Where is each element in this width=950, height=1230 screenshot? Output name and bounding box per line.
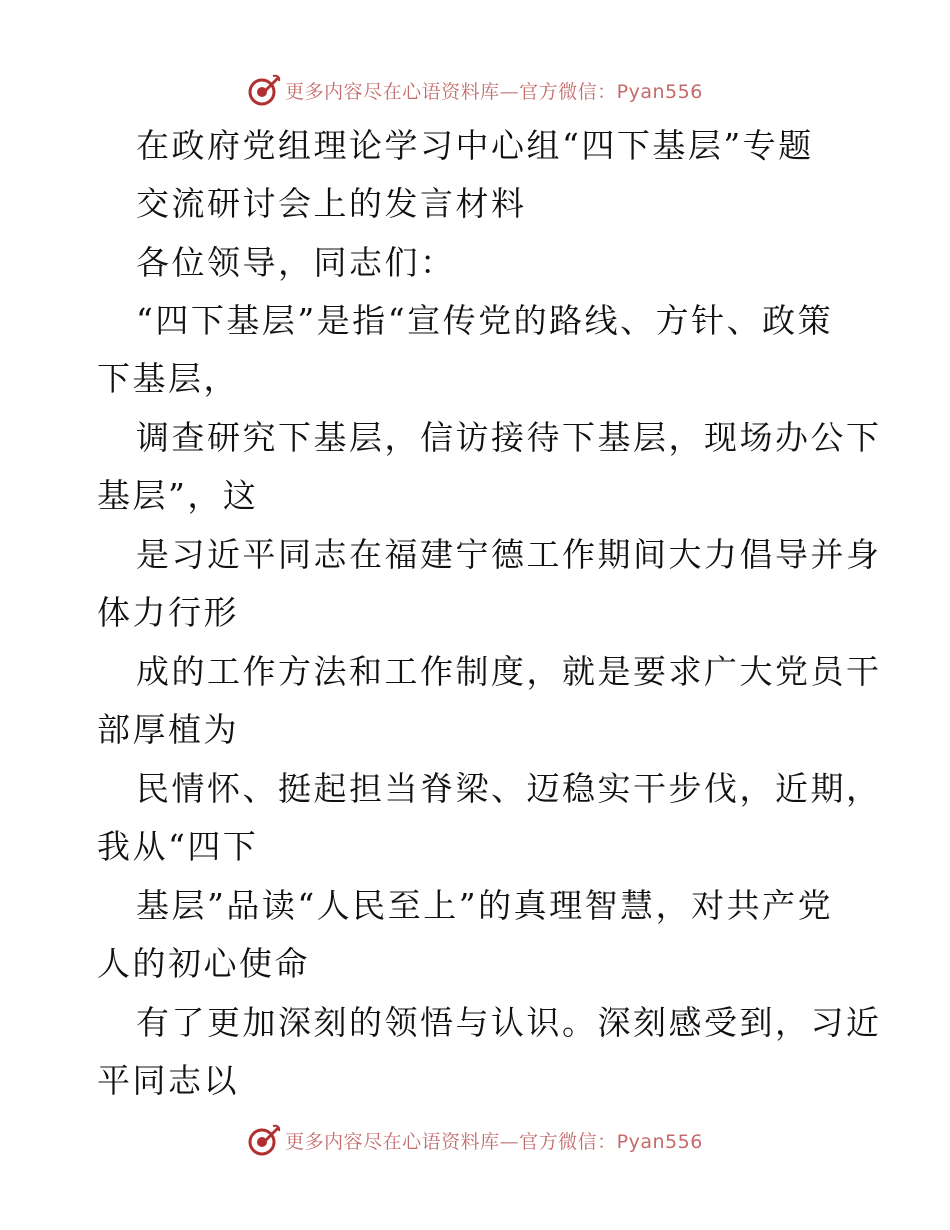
- watermark-banner-bottom: [0, 1120, 950, 1160]
- watermark-text-top: [285, 77, 703, 104]
- paragraph-line: 基层”，这: [97, 476, 259, 515]
- watermark-wechat: 官方微信：Pyan556: [519, 80, 703, 103]
- paragraph-line: “四下基层”是指“宣传党的路线、方针、政策: [136, 301, 834, 340]
- watermark-prefix: 更多内容尽在心语资料库: [285, 80, 500, 103]
- paragraph-line: 有了更加深刻的领悟与认识。深刻感受到，习近: [136, 1003, 882, 1042]
- paragraph-line: 基层”品读“人民至上”的真理智慧，对共产党: [136, 886, 834, 925]
- watermark-prefix: 更多内容尽在心语资料库: [285, 1130, 500, 1153]
- paragraph-line: 平同志以: [97, 1061, 239, 1100]
- paragraph-line: 部厚植为: [97, 710, 239, 749]
- watermark-dash: —: [499, 80, 520, 103]
- paragraph-line: 民情怀、挺起担当脊梁、迈稳实干步伐，近期，: [136, 769, 882, 808]
- paragraph-line: 下基层，: [97, 359, 239, 398]
- paragraph-line: 人的初心使命: [97, 944, 310, 983]
- watermark-wechat: 官方微信：Pyan556: [519, 1130, 703, 1153]
- watermark-dash: —: [499, 1130, 520, 1153]
- quill-logo-icon: [247, 73, 281, 107]
- paragraph-line: 成的工作方法和工作制度，就是要求广大党员干: [136, 652, 882, 691]
- quill-logo-icon: [247, 1123, 281, 1157]
- paragraph-line: 是习近平同志在福建宁德工作期间大力倡导并身: [136, 535, 882, 574]
- salutation-line: 各位领导，同志们：: [136, 243, 456, 282]
- title-line-1: 在政府党组理论学习中心组“四下基层”专题: [136, 126, 814, 165]
- paragraph-line: 体力行形: [97, 593, 239, 632]
- watermark-text-bottom: [285, 1127, 703, 1154]
- paragraph-line: 我从“四下: [97, 827, 259, 866]
- watermark-banner-top: [0, 70, 950, 110]
- paragraph-line: 调查研究下基层，信访接待下基层，现场办公下: [136, 418, 882, 457]
- title-line-2: 交流研讨会上的发言材料: [136, 184, 527, 223]
